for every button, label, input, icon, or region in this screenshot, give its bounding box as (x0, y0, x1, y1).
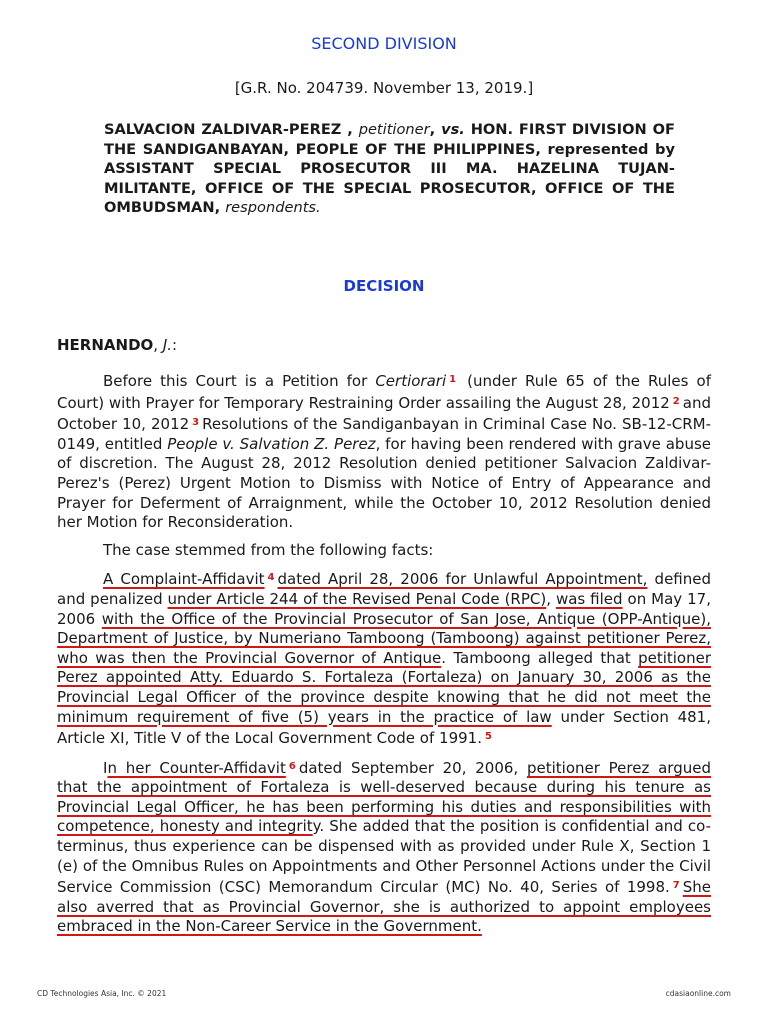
petitioner-name: SALVACION ZALDIVAR-PEREZ (104, 121, 342, 138)
text-run: and October 10, 2012 (57, 393, 711, 434)
footnote-link-1[interactable]: 1 (449, 374, 457, 385)
highlighted-text: A Complaint-Affidavit (103, 570, 265, 589)
paragraph-4 (57, 757, 711, 937)
text-run: dated September 20, 2006, (298, 758, 527, 777)
gr-number: [G.R. No. 204739. November 13, 2019.] (234, 79, 534, 97)
paragraph-3 (57, 568, 711, 748)
footnote-link-5[interactable]: 5 (484, 731, 492, 743)
text-run: I (103, 758, 108, 777)
ponente-title: J. (162, 336, 173, 354)
highlighted-text: dated April 28, 2006 for Unlawful Appointment, (277, 570, 648, 589)
respondents-names: HON. FIRST DIVISION OF THE SANDIGANBAYAN, PEOPLE OF THE PHILIPPINES, represented by ASSISTANT SPECIAL PROSECUTOR III MA. HAZELINA TUJAN-MILITANTE, OFFICE OF THE SPECIAL PROSECUTOR, OFFICE OF THE OMBUDSMAN (104, 121, 675, 217)
paragraph-2: The case stemmed from the following facts: (103, 540, 434, 559)
decision-heading: DECISION (343, 277, 425, 295)
footer-site: cdasiaonline.com (665, 989, 731, 998)
ponente: HERNANDO, J.: (57, 336, 178, 354)
text-run: Resolutions of the Sandiganbayan in Criminal Case No. SB-12-CRM-0149, entitled (57, 415, 711, 453)
highlighted-text: petitioner Perez appointed Atty. Eduardo S. Fortaleza (Fortaleza) on January 30, 2006 as the Provincial Legal Officer of the province despite knowing that he did not meet the minimum requirement of five (5) years in the practice of law (57, 648, 711, 726)
text-run: . Tamboong alleged that (441, 648, 639, 667)
case-parties: SALVACION ZALDIVAR-PEREZ , petitioner, vs. HON. FIRST DIVISION OF THE SANDIGANBAYAN, PEOPLE OF THE PHILIPPINES, represented by ASSISTANT SPECIAL PROSECUTOR III MA. HAZELINA TUJAN-MILITANTE, OFFICE OF THE SPECIAL PROSECUTOR, OFFICE OF THE OMBUDSMAN, respondents. (104, 121, 675, 217)
footnote-link-4[interactable]: 4 (267, 572, 275, 584)
text-run: Certiorari (375, 372, 447, 390)
case-title: People v. Salvation Z. Perez (167, 434, 376, 453)
text-run: (under Rule 65 of the Rules of Court) with Prayer for Temporary Restraining Order assailing the August 28, 2012 (57, 372, 711, 412)
text-run: Before this Court is a Petition for (103, 372, 376, 390)
respondents-role: respondents (225, 199, 317, 217)
text-run: , (546, 589, 556, 608)
text-run: under Section 481, Article XI, Title V of the Local Government Code of 1991. (57, 707, 711, 748)
footnote-link-6[interactable]: 6 (288, 760, 296, 772)
footer-copyright: CD Technologies Asia, Inc. © 2021 (37, 989, 167, 998)
ponente-name: HERNANDO (57, 336, 154, 354)
footnote-link-3[interactable]: 3 (192, 417, 200, 429)
versus-label: vs. (441, 121, 465, 138)
highlighted-text: with the Office of the Provincial Prosecutor of San Jose, Antique (OPP-Antique), Department of Justice, by Numeriano Tamboong (Tamboong) against petitioner Perez, who was then the Provincial Governor of Antique (57, 609, 711, 667)
footnote-link-2[interactable]: 2 (672, 395, 680, 407)
footnote-link-7[interactable]: 7 (672, 880, 680, 892)
decision-body (57, 370, 711, 945)
highlighted-text: n her Counter-Affidavit (107, 758, 286, 777)
text-run: defined and penalized (57, 570, 711, 608)
highlighted-text: petitioner Perez argued that the appointment of Fortaleza is well-deserved because during his tenure as Provincial Legal Officer, he has been performing his duties and responsibilities with competence, honesty and integrit (57, 758, 711, 836)
highlighted-text: She also averred that as Provincial Governor, she is authorized to appoint employees embraced in the Non-Career Service in the Government. (57, 878, 711, 936)
text-run: y. She added that the position is confidential and co-terminus, thus experience can be dispensed with as provided under Rule X, Section 1 (e) of the Omnibus Rules on Appointments and Other Personnel Actions under the Civil Service Commission (CSC) Memorandum Circular (MC) No. 40, Series of 1998. (57, 817, 712, 897)
text-run: on May 17, 2006 (57, 589, 711, 628)
text-run: , for having been rendered with grave abuse of discretion. The August 28, 2012 Resolution denied petitioner Salvacion Zaldivar-Perez's (Perez) Urgent Motion to Dismiss with Notice of Entry of Appearance and Prayer for Deferment of Arraignment, while the October 10, 2012 Resolution denied her Motion for Reconsideration. (57, 434, 711, 532)
highlighted-text: under Article 244 of the Revised Penal Code (RPC) (167, 589, 547, 608)
petitioner-role: petitioner (358, 121, 430, 138)
division-heading: SECOND DIVISION (311, 34, 457, 53)
highlighted-text: was filed (555, 589, 623, 608)
paragraph-1 (57, 370, 711, 533)
